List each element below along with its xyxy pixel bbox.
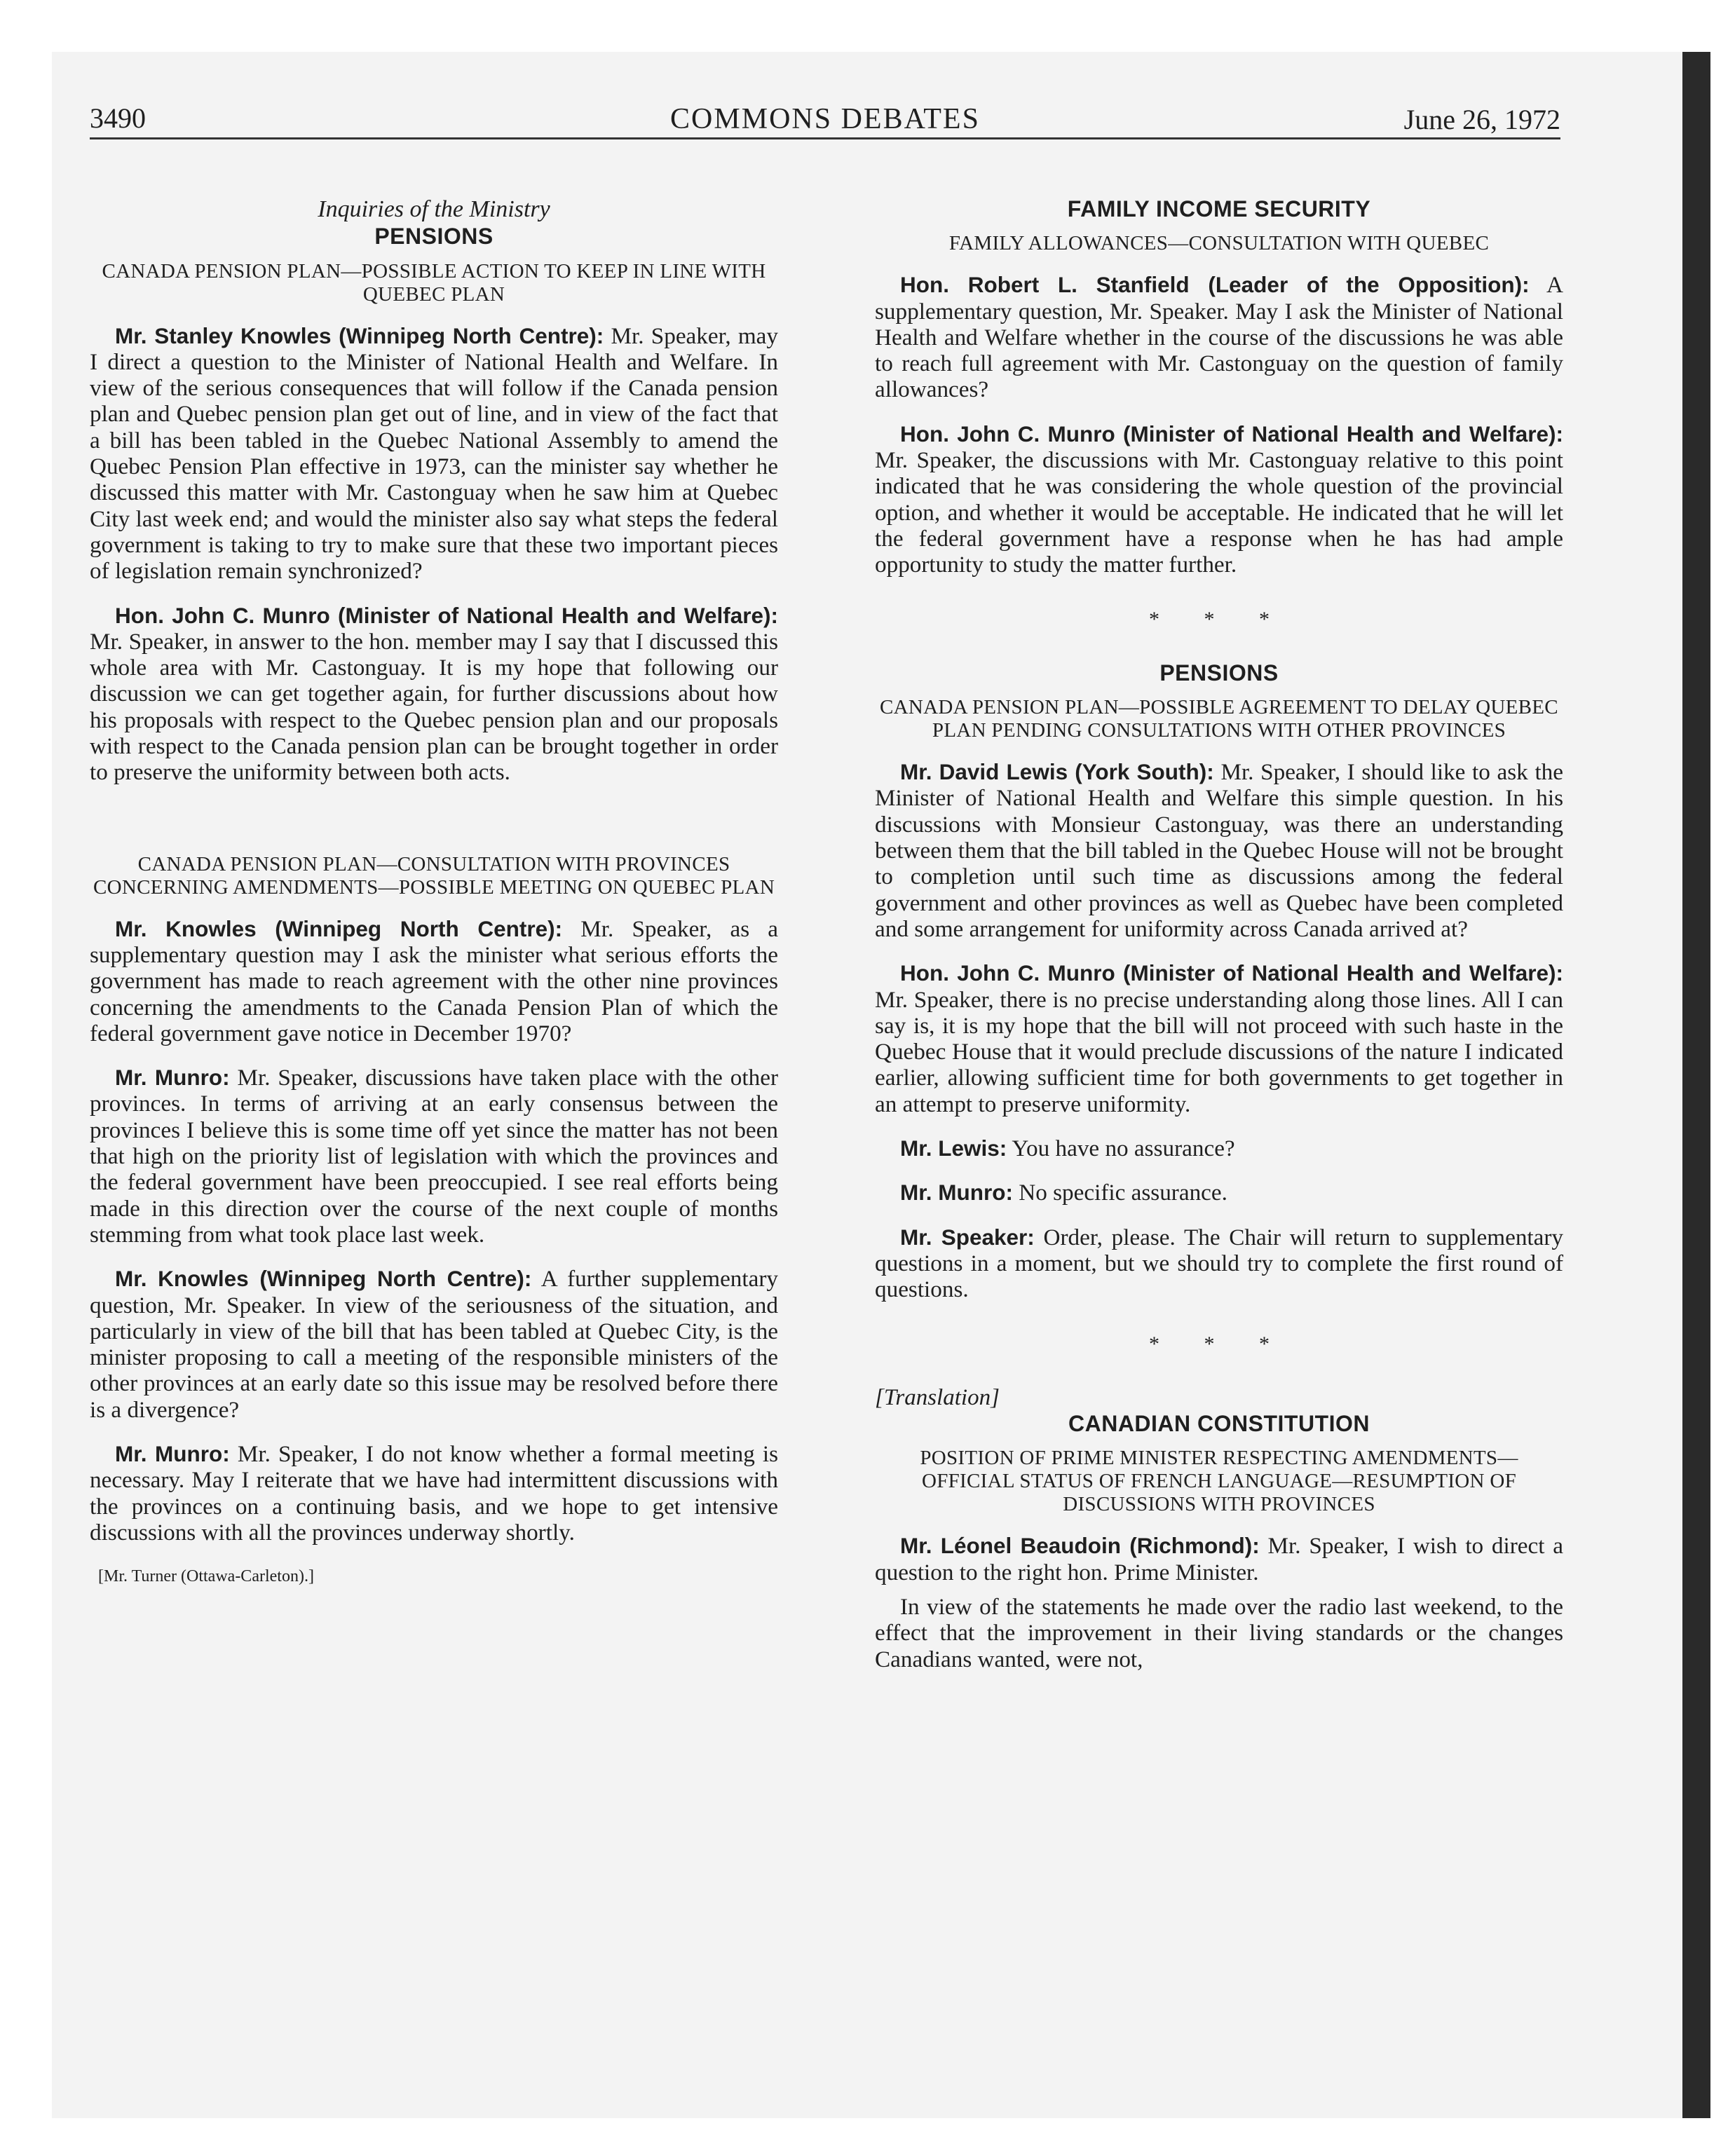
footnote: [Mr. Turner (Ottawa-Carleton).] — [98, 1567, 314, 1586]
subheading: CANADA PENSION PLAN—CONSULTATION WITH PROVINCES CONCERNING AMENDMENTS—POSSIBLE MEETING ON QUEBEC PLAN — [93, 852, 775, 899]
scan-edge-bar — [1682, 52, 1710, 2118]
right-column — [875, 196, 1563, 1672]
speech-paragraph — [875, 1180, 1563, 1206]
subheading: CANADA PENSION PLAN—POSSIBLE ACTION TO KEEP IN LINE WITH QUEBEC PLAN — [102, 259, 766, 306]
left-column — [90, 196, 778, 1590]
speech-paragraph — [875, 421, 1563, 578]
speech-text: Mr. Speaker, in answer to the hon. member may I say that I discussed this whole area with Mr. Castonguay. It is my hope that following our discussion we can get together again, for further discussions about how his proposals with respect to the Quebec pension plan and our proposals with respect to the Canada pension plan can be brought together in order to preserve the uniformity between both acts. — [90, 628, 778, 786]
section-heading-pensions: PENSIONS — [1159, 660, 1279, 685]
speaker-name: Mr. Munro: — [115, 1065, 230, 1091]
speech-text: A further supplementary question, Mr. Speaker. In view of the seriousness of the situation, and particularly in view of the bill that has been tabled at Quebec City, is the minister proposing to call a meeting of the responsible ministers of the other provinces at an early date so this issue may be resolved before there is a divergence? — [90, 1266, 778, 1423]
speech-text: Mr. Speaker, I do not know whether a formal meeting is necessary. May I reiterate that we have had intermittent discussions with the provinces on a continuing basis, and we hope to get intensive discussions with all the provinces underway shortly. — [90, 1440, 778, 1546]
speech-paragraph — [90, 1065, 778, 1248]
speaker-name: Mr. Stanley Knowles (Winnipeg North Centre): — [115, 322, 604, 348]
speech-text: Mr. Speaker, I wish to direct a question to the right hon. Prime Minister. — [875, 1533, 1563, 1585]
speaker-name: Hon. John C. Munro (Minister of National Health and Welfare): — [900, 960, 1563, 986]
speaker-name: Hon. John C. Munro (Minister of National Health and Welfare): — [900, 421, 1563, 446]
subheading: FAMILY ALLOWANCES—CONSULTATION WITH QUEBEC — [948, 232, 1490, 255]
section-heading-pensions: PENSIONS — [374, 224, 494, 250]
subheading: POSITION OF PRIME MINISTER RESPECTING AMENDMENTS—OFFICIAL STATUS OF FRENCH LANGUAGE—RESUMPTION OF DISCUSSIONS WITH PROVINCES — [920, 1447, 1518, 1516]
speech-paragraph — [875, 759, 1563, 942]
speaker-name: Mr. Knowles (Winnipeg North Centre): — [115, 1266, 532, 1292]
publication-date: June 26, 1972 — [1403, 104, 1560, 135]
speech-text: Mr. Speaker, there is no precise understanding along those lines. All I can say is, it is my hope that the bill will not proceed with such haste in the Quebec House that it would preclude discussions of the nature I indicated earlier, allowing sufficient time for both governments to get together in an attempt to preserve uniformity. — [875, 986, 1563, 1117]
speaker-name: Mr. Speaker: — [900, 1224, 1035, 1250]
speech-text: In view of the statements he made over the radio last weekend, to the effect that the improvement in their living standards or the changes Canadians wanted, were not, — [875, 1593, 1563, 1672]
speech-text: Mr. Speaker, the discussions with Mr. Castonguay relative to this point indicated that he was considering the whole question of the provincial option, and whether it would be acceptable. He indicated that he will let the federal government have a response when he has had ample opportunity to study the matter further. — [875, 447, 1563, 578]
speech-paragraph — [90, 916, 778, 1046]
subheading: CANADA PENSION PLAN—POSSIBLE AGREEMENT TO DELAY QUEBEC PLAN PENDING CONSULTATIONS WITH OTHER PROVINCES — [880, 696, 1558, 742]
speech-text: Mr. Speaker, discussions have taken place with the other provinces. In terms of arriving at an early consensus between the provinces I believe this is some time off yet since the matter has not been that high on the priority list of legislation with which the provinces and the federal government have been preoccupied. I see real efforts being made in this direction over the course of the next couple of months stemming from what took place last week. — [90, 1065, 778, 1248]
speech-text: You have no assurance? — [1012, 1135, 1235, 1162]
section-heading-family-income: FAMILY INCOME SECURITY — [1067, 196, 1371, 221]
speech-text: No specific assurance. — [1019, 1180, 1227, 1206]
speaker-name: Hon. John C. Munro (Minister of National Health and Welfare): — [115, 602, 778, 628]
speech-paragraph — [875, 1135, 1563, 1161]
speech-paragraph — [875, 1594, 1563, 1672]
speech-paragraph — [90, 323, 778, 585]
section-divider-stars: * * * — [1149, 1332, 1289, 1356]
speaker-name: Hon. Robert L. Stanfield (Leader of the Opposition): — [900, 272, 1530, 298]
speaker-name: Mr. Knowles (Winnipeg North Centre): — [115, 915, 563, 941]
speech-paragraph — [875, 960, 1563, 1117]
speech-text: A supplementary question, Mr. Speaker. May I ask the Minister of National Health and Welfare whether in the course of the discussions he was able to reach full agreement with Mr. Castonguay on the question of family allowances? — [875, 272, 1563, 403]
speech-paragraph — [875, 1224, 1563, 1303]
section-italic-heading: Inquiries of the Ministry — [318, 196, 550, 222]
section-heading-constitution: CANADIAN CONSTITUTION — [1068, 1411, 1370, 1437]
speech-text: Order, please. The Chair will return to supplementary questions in a moment, but we should try to complete the first round of questions. — [875, 1224, 1564, 1303]
speaker-name: Mr. Munro: — [115, 1440, 230, 1466]
speaker-name: Mr. David Lewis (York South): — [900, 759, 1214, 785]
speech-paragraph — [90, 1266, 778, 1423]
speaker-name: Mr. Munro: — [900, 1180, 1013, 1206]
speech-paragraph — [90, 1441, 778, 1546]
speech-text: Mr. Speaker, as a supplementary question may I ask the minister what serious efforts the government has made to reach agreement with the other nine provinces concerning the amendments to the Canada Pension Plan of which the federal government gave notice in December 1970? — [90, 915, 778, 1046]
speech-paragraph — [875, 272, 1563, 402]
page-header — [90, 97, 1560, 139]
speaker-name: Mr. Lewis: — [900, 1135, 1007, 1161]
speech-paragraph — [875, 1533, 1563, 1585]
translation-note: [Translation] — [875, 1384, 1000, 1410]
page-number: 3490 — [90, 102, 146, 134]
speech-text: Mr. Speaker, may I direct a question to the Minister of National Health and Welfare. In view of the serious consequences that will follow if the Canada pension plan and Quebec pension plan get out of line, and in view of the fact that a bill has been tabled in the Quebec National Assembly to amend the Quebec Pension Plan effective in 1973, can the minister say whether he discussed this matter with Mr. Castonguay when he saw him at Quebec City last week end; and would the minister also say what steps the federal government is taking to try to make sure that these two important pieces of legislation remain synchronized? — [90, 322, 779, 585]
speech-paragraph — [90, 603, 778, 786]
speaker-name: Mr. Léonel Beaudoin (Richmond): — [900, 1533, 1260, 1559]
speech-text: Mr. Speaker, I should like to ask the Minister of National Health and Welfare this simple question. In his discussions with Monsieur Castonguay, was there an understanding between them that the bill tabled in the Quebec House will not be brought to completion until such time as discussions among the federal government and other provinces as well as Quebec have been completed and some arrangement for uniformity across Canada arrived at? — [875, 759, 1564, 942]
publication-title: COMMONS DEBATES — [670, 103, 980, 135]
section-divider-stars: * * * — [1149, 607, 1289, 631]
